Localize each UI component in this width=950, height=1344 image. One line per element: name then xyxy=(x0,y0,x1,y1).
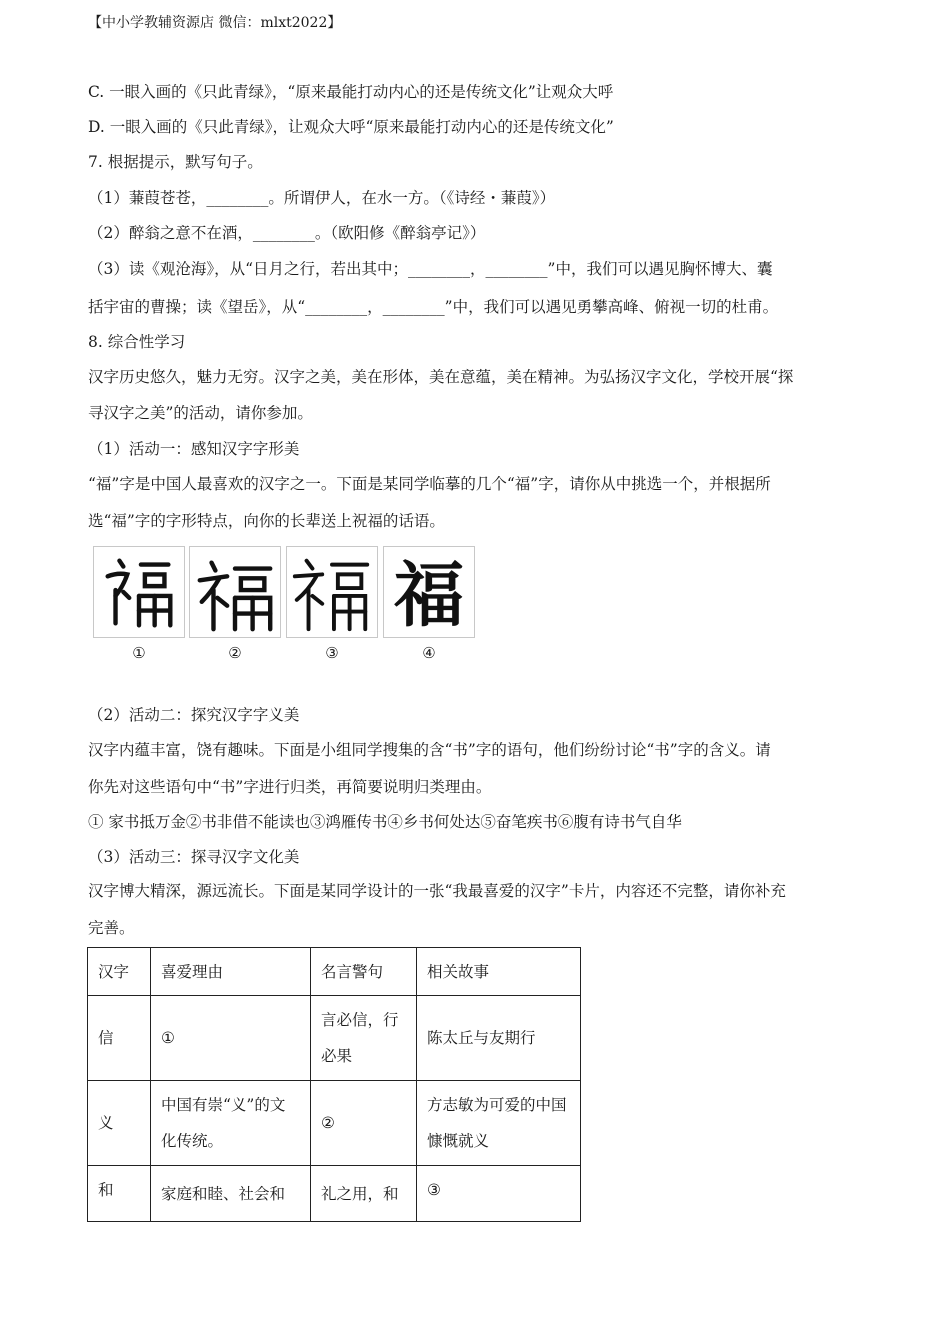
table-cell: 信 xyxy=(88,996,151,1081)
fu-label-2: ② xyxy=(228,644,242,662)
fu-label-1: ① xyxy=(132,644,146,662)
fu-image-3 xyxy=(286,546,378,638)
watermark-header: 【中小学教辅资源店 微信：mlxt2022】 xyxy=(88,15,342,31)
table-row xyxy=(88,1166,581,1222)
fu-glyph: 福 xyxy=(393,553,465,637)
table-cell: ② xyxy=(311,1081,417,1166)
table-header-row xyxy=(88,948,581,996)
option-c: C. 一眼入画的《只此青绿》，“原来最能打动内心的还是传统文化”让观众大呼 xyxy=(88,83,614,101)
activity-2-text-line2: 你先对这些语句中“书”字进行归类，再简要说明归类理由。 xyxy=(88,778,492,796)
option-d: D. 一眼入画的《只此青绿》，让观众大呼“原来最能打动内心的还是传统文化” xyxy=(88,118,614,136)
question-7-title: 7. 根据提示，默写句子。 xyxy=(88,153,263,171)
activity-1-text-line1: “福”字是中国人最喜欢的汉字之一。下面是某同学临摹的几个“福”字，请你从中挑选一个，并根据所 xyxy=(88,475,771,493)
q8-intro-line1: 汉字历史悠久，魅力无穷。汉字之美，美在形体，美在意蕴，美在精神。为弘扬汉字文化，学校开展“探 xyxy=(88,368,794,386)
table-header: 名言警句 xyxy=(311,948,417,996)
q7-item-3-line1: （3）读《观沧海》，从“日月之行，若出其中；________，________”中，我们可以遇见胸怀博大、囊 xyxy=(88,260,773,278)
table-row xyxy=(88,1081,581,1166)
q7-item-2: （2）醉翁之意不在酒，________。（欧阳修《醉翁亭记》） xyxy=(88,224,486,242)
activity-3-text-line1: 汉字博大精深，源远流长。下面是某同学设计的一张“我最喜爱的汉字”卡片，内容还不完整，请你补充 xyxy=(88,882,786,900)
table-cell: 家庭和睦、社会和 xyxy=(151,1166,311,1222)
table-cell: 和 xyxy=(88,1166,151,1222)
activity-3-text-line2: 完善。 xyxy=(88,919,135,937)
table-cell: 陈太丘与友期行 xyxy=(417,996,581,1081)
table-cell: 礼之用，和 xyxy=(311,1166,417,1222)
shu-sentences: ① 家书抵万金②书非借不能读也③鸿雁传书④乡书何处达⑤奋笔疾书⑥腹有诗书气自华 xyxy=(88,813,682,831)
fu-image-4 xyxy=(383,546,475,638)
fu-image-1 xyxy=(93,546,185,638)
table-cell: ① xyxy=(151,996,311,1081)
activity-3-title: （3）活动三：探寻汉字文化美 xyxy=(88,848,300,866)
table-header: 喜爱理由 xyxy=(151,948,311,996)
fu-label-3: ③ xyxy=(325,644,339,662)
activity-2-text-line1: 汉字内蕴丰富，饶有趣味。下面是小组同学搜集的含“书”字的语句，他们纷纷讨论“书”字的含义。请 xyxy=(88,741,771,759)
q7-item-1: （1）蒹葭苍苍，________。所谓伊人，在水一方。（《诗经・蒹葭》） xyxy=(88,189,556,207)
table-cell: 言必信，行必果 xyxy=(311,996,417,1081)
question-8-title: 8. 综合性学习 xyxy=(88,333,186,351)
q8-intro-line2: 寻汉字之美”的活动，请你参加。 xyxy=(88,404,313,422)
table-header: 相关故事 xyxy=(417,948,581,996)
table-cell: ③ xyxy=(417,1166,581,1222)
table-cell: 方志敏为可爱的中国慷慨就义 xyxy=(417,1081,581,1166)
table-cell: 义 xyxy=(88,1081,151,1166)
table-cell: 中国有崇“义”的文化传统。 xyxy=(151,1081,311,1166)
fu-label-4: ④ xyxy=(422,644,436,662)
activity-1-text-line2: 选“福”字的字形特点，向你的长辈送上祝福的话语。 xyxy=(88,512,445,530)
table-header: 汉字 xyxy=(88,948,151,996)
favorite-character-card xyxy=(87,947,581,1222)
activity-2-title: （2）活动二：探究汉字字义美 xyxy=(88,706,300,724)
activity-1-title: （1）活动一：感知汉字字形美 xyxy=(88,440,300,458)
table-row xyxy=(88,996,581,1081)
fu-image-2 xyxy=(189,546,281,638)
q7-item-3-line2: 括宇宙的曹操；读《望岳》，从“________，________”中，我们可以遇见勇攀高峰、俯视一切的杜甫。 xyxy=(88,298,779,316)
